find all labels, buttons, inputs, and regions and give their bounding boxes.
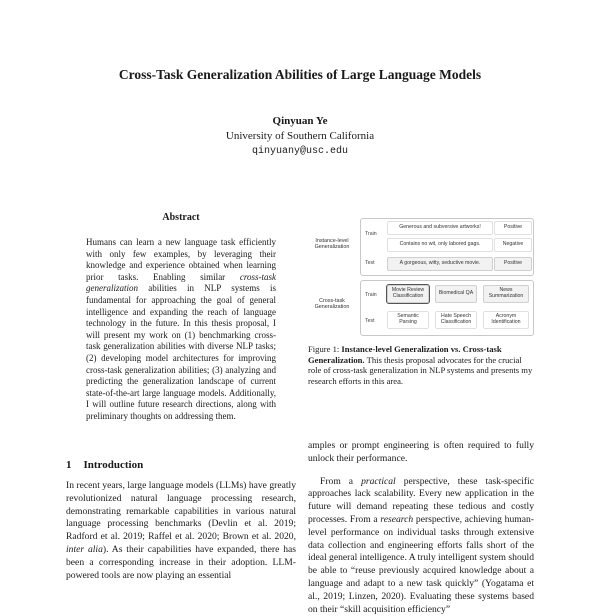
author-affiliation: University of Southern California: [225, 130, 375, 142]
test-task-cell: Hate Speech Classification: [435, 311, 477, 329]
train-task-cell: News Summarization: [483, 285, 529, 303]
paper-title: Cross-Task Generalization Abilities of Large Language Models: [118, 67, 482, 82]
author-name: Qinyuan Ye: [272, 115, 328, 127]
instance-text-cell: A gorgeous, witty, seductive movie.: [387, 257, 493, 271]
cross-test-label: Test: [365, 318, 375, 324]
cross-task-box: [360, 280, 534, 336]
author-email[interactable]: qinyuany@usc.edu: [251, 146, 348, 157]
instance-level-box: [360, 218, 534, 276]
abstract-heading: Abstract: [162, 212, 200, 223]
figure-1: [308, 218, 534, 336]
abstract-text: Humans can learn a new language task efficiently with only few examples, by leveraging their knowledge and experience obtained when learning prior tasks. Enabling similar cross-task generalization abilities in NLP systems is fundamental for approaching the goal of general intelligence and expanding the reach of language technology in the future. In this thesis proposal, I will present my work on (1) benchmarking cross-task generalization abilities with diverse NLP tasks; (2) developing model architectures for improving cross-task generalization abilities; (3) analyzing and predicting the generalization landscape of current state-of-the-art large language models. Additionally, I will outline future research directions, along with preliminary thoughts on addressing them.: [86, 237, 276, 421]
instance-label-cell: Positive: [494, 257, 532, 271]
cross-task-label: Cross-task Generalization: [314, 298, 350, 311]
section-heading-introduction: 1 Introduction: [66, 459, 144, 471]
instance-label-cell: Negative: [494, 238, 532, 252]
test-task-cell: Acronym Identification: [483, 311, 529, 329]
right-column-text: [308, 440, 534, 616]
instance-text-cell: Generous and subversive artworks!: [387, 221, 493, 235]
introduction-text: In recent years, large language models (LLMs) have greatly revolutionized natural language processing research, demonstrating remarkable capabilities in various natural language processing benchmarks (Devlin et al. 2019; Radford et al. 2019; Raffel et al. 2020; Brown et al. 2020, inter alia). As their capabilities have expanded, there has been a corresponding increase in their adoption. LLM-powered tools are now playing an essential: [66, 480, 296, 581]
instance-train-label: Train: [365, 231, 377, 237]
instance-test-label: Test: [365, 260, 375, 266]
instance-text-cell: Contains no wit, only labored gags.: [387, 238, 493, 252]
cross-train-label: Train: [365, 292, 377, 298]
paragraph: amples or prompt engineering is often required to fully unlock their performance.: [308, 440, 534, 464]
paragraph: From a practical perspective, these task-specific approaches lack scalability. Every new application in the future will demand repeating these tedious and costly processes. From a research perspective, achieving human-level performance on individual tasks through extensive data collection and engineering efforts falls short of the ideal general intelligence. A truly intelligent system should be able to “reuse previously acquired knowledge about a language and adapt to a new task quickly” (Yogatama et al., 2019; Linzen, 2020). Evaluating these systems based on their “skill acquisition efficiency”: [308, 475, 534, 615]
train-task-cell: Movie Review Classification: [387, 285, 429, 303]
train-task-cell: Biomedical QA: [435, 285, 477, 303]
instance-label-cell: Positive: [494, 221, 532, 235]
figure-caption: Figure 1: Instance-level Generalization vs. Cross-task Generalization. This thesis proposal advocates for the crucial role of cross-task generalization in NLP systems and presents my research efforts in this area.: [308, 344, 533, 386]
test-task-cell: Semantic Parsing: [387, 311, 429, 329]
instance-level-label: Instance-level Generalization: [314, 238, 350, 251]
